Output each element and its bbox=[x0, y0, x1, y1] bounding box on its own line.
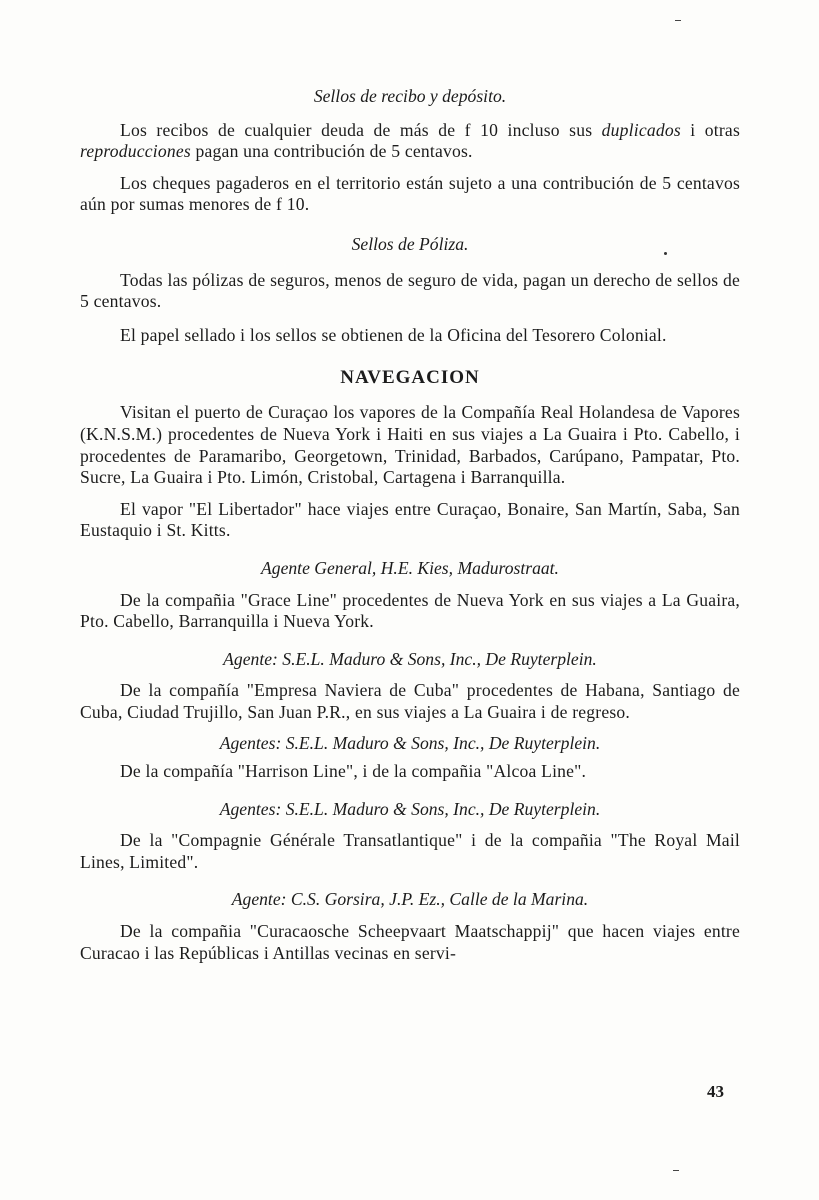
text-emphasis: duplicados bbox=[601, 119, 681, 140]
heading-sellos-poliza: Sellos de Póliza. bbox=[351, 233, 469, 254]
agent-line-maduro-3: Agentes: S.E.L. Maduro & Sons, Inc., De Ruyterplein. bbox=[219, 798, 601, 819]
print-mark-top bbox=[675, 20, 681, 21]
paragraph-naviera-cuba: De la compañía "Empresa Naviera de Cuba" procedentes de Habana, Santiago de Cuba, Ciudad Trujillo, San Juan P.R., en sus viajes a La Guaira i de regreso. bbox=[80, 680, 740, 722]
paragraph-knsm: Visitan el puerto de Curaçao los vapores de la Compañía Real Holandesa de Vapores (K.N.S.M.) procedentes de Nueva York i Haiti en sus viajes a La Guaira i Pto. Cabello, i procedentes de Paramaribo, Georgetown, Trinidad, Barbados, Carúpano, Pampatar, Pto. Sucre, La Guaira i Pto. Limón, Cristobal, Cartagena i Barranquilla. bbox=[80, 402, 740, 488]
paragraph-papel-sellado: El papel sellado i los sellos se obtienen de la Oficina del Tesorero Colonial. bbox=[120, 324, 667, 345]
paragraph-grace-line: De la compañia "Grace Line" procedentes de Nueva York en sus viajes a La Guaira, Pto. Cabello, Barranquilla i Nueva York. bbox=[80, 589, 740, 632]
agent-line-kies: Agente General, H.E. Kies, Madurostraat. bbox=[261, 557, 559, 578]
heading-sellos-recibo: Sellos de recibo y depósito. bbox=[313, 86, 507, 106]
text-segment: Los recibos de cualquier deuda de más de f 10 incluso sus bbox=[120, 119, 602, 140]
document-page bbox=[80, 86, 740, 964]
paragraph-transatlantique: De la "Compagnie Générale Transatlantique" i de la compañia "The Royal Mail Lines, Limited". bbox=[80, 830, 740, 872]
paragraph-harrison-alcoa: De la compañía "Harrison Line", i de la compañia "Alcoa Line". bbox=[120, 761, 587, 782]
heading-navegacion: NAVEGACION bbox=[340, 367, 480, 389]
page-number: 43 bbox=[707, 1082, 724, 1101]
paragraph-recibos bbox=[80, 120, 740, 163]
agent-line-maduro-1: Agente: S.E.L. Maduro & Sons, Inc., De Ruyterplein. bbox=[223, 648, 597, 669]
agent-line-gorsira: Agente: C.S. Gorsira, J.P. Ez., Calle de la Marina. bbox=[231, 889, 589, 910]
text-segment: i otras bbox=[680, 119, 740, 140]
text-emphasis: reproducciones bbox=[80, 141, 191, 162]
print-mark-bottom bbox=[673, 1170, 679, 1171]
text-segment: pagan una contribución de 5 centavos. bbox=[190, 141, 473, 162]
paragraph-curacaosche: De la compañia "Curacaosche Scheepvaart Maatschappij" que hacen viajes entre Curacao i las Repúblicas i Antillas vecinas en servi- bbox=[80, 921, 740, 963]
paragraph-cheques: Los cheques pagaderos en el territorio están sujeto a una contribución de 5 centavos aún por sumas menores de f 10. bbox=[80, 172, 740, 215]
paragraph-polizas: Todas las pólizas de seguros, menos de seguro de vida, pagan un derecho de sellos de 5 centavos. bbox=[80, 269, 740, 312]
agent-line-maduro-2: Agentes: S.E.L. Maduro & Sons, Inc., De Ruyterplein. bbox=[219, 733, 601, 754]
paragraph-libertador: El vapor "El Libertador" hace viajes entre Curaçao, Bonaire, San Martín, Saba, San Eustaquio i St. Kitts. bbox=[80, 498, 740, 541]
